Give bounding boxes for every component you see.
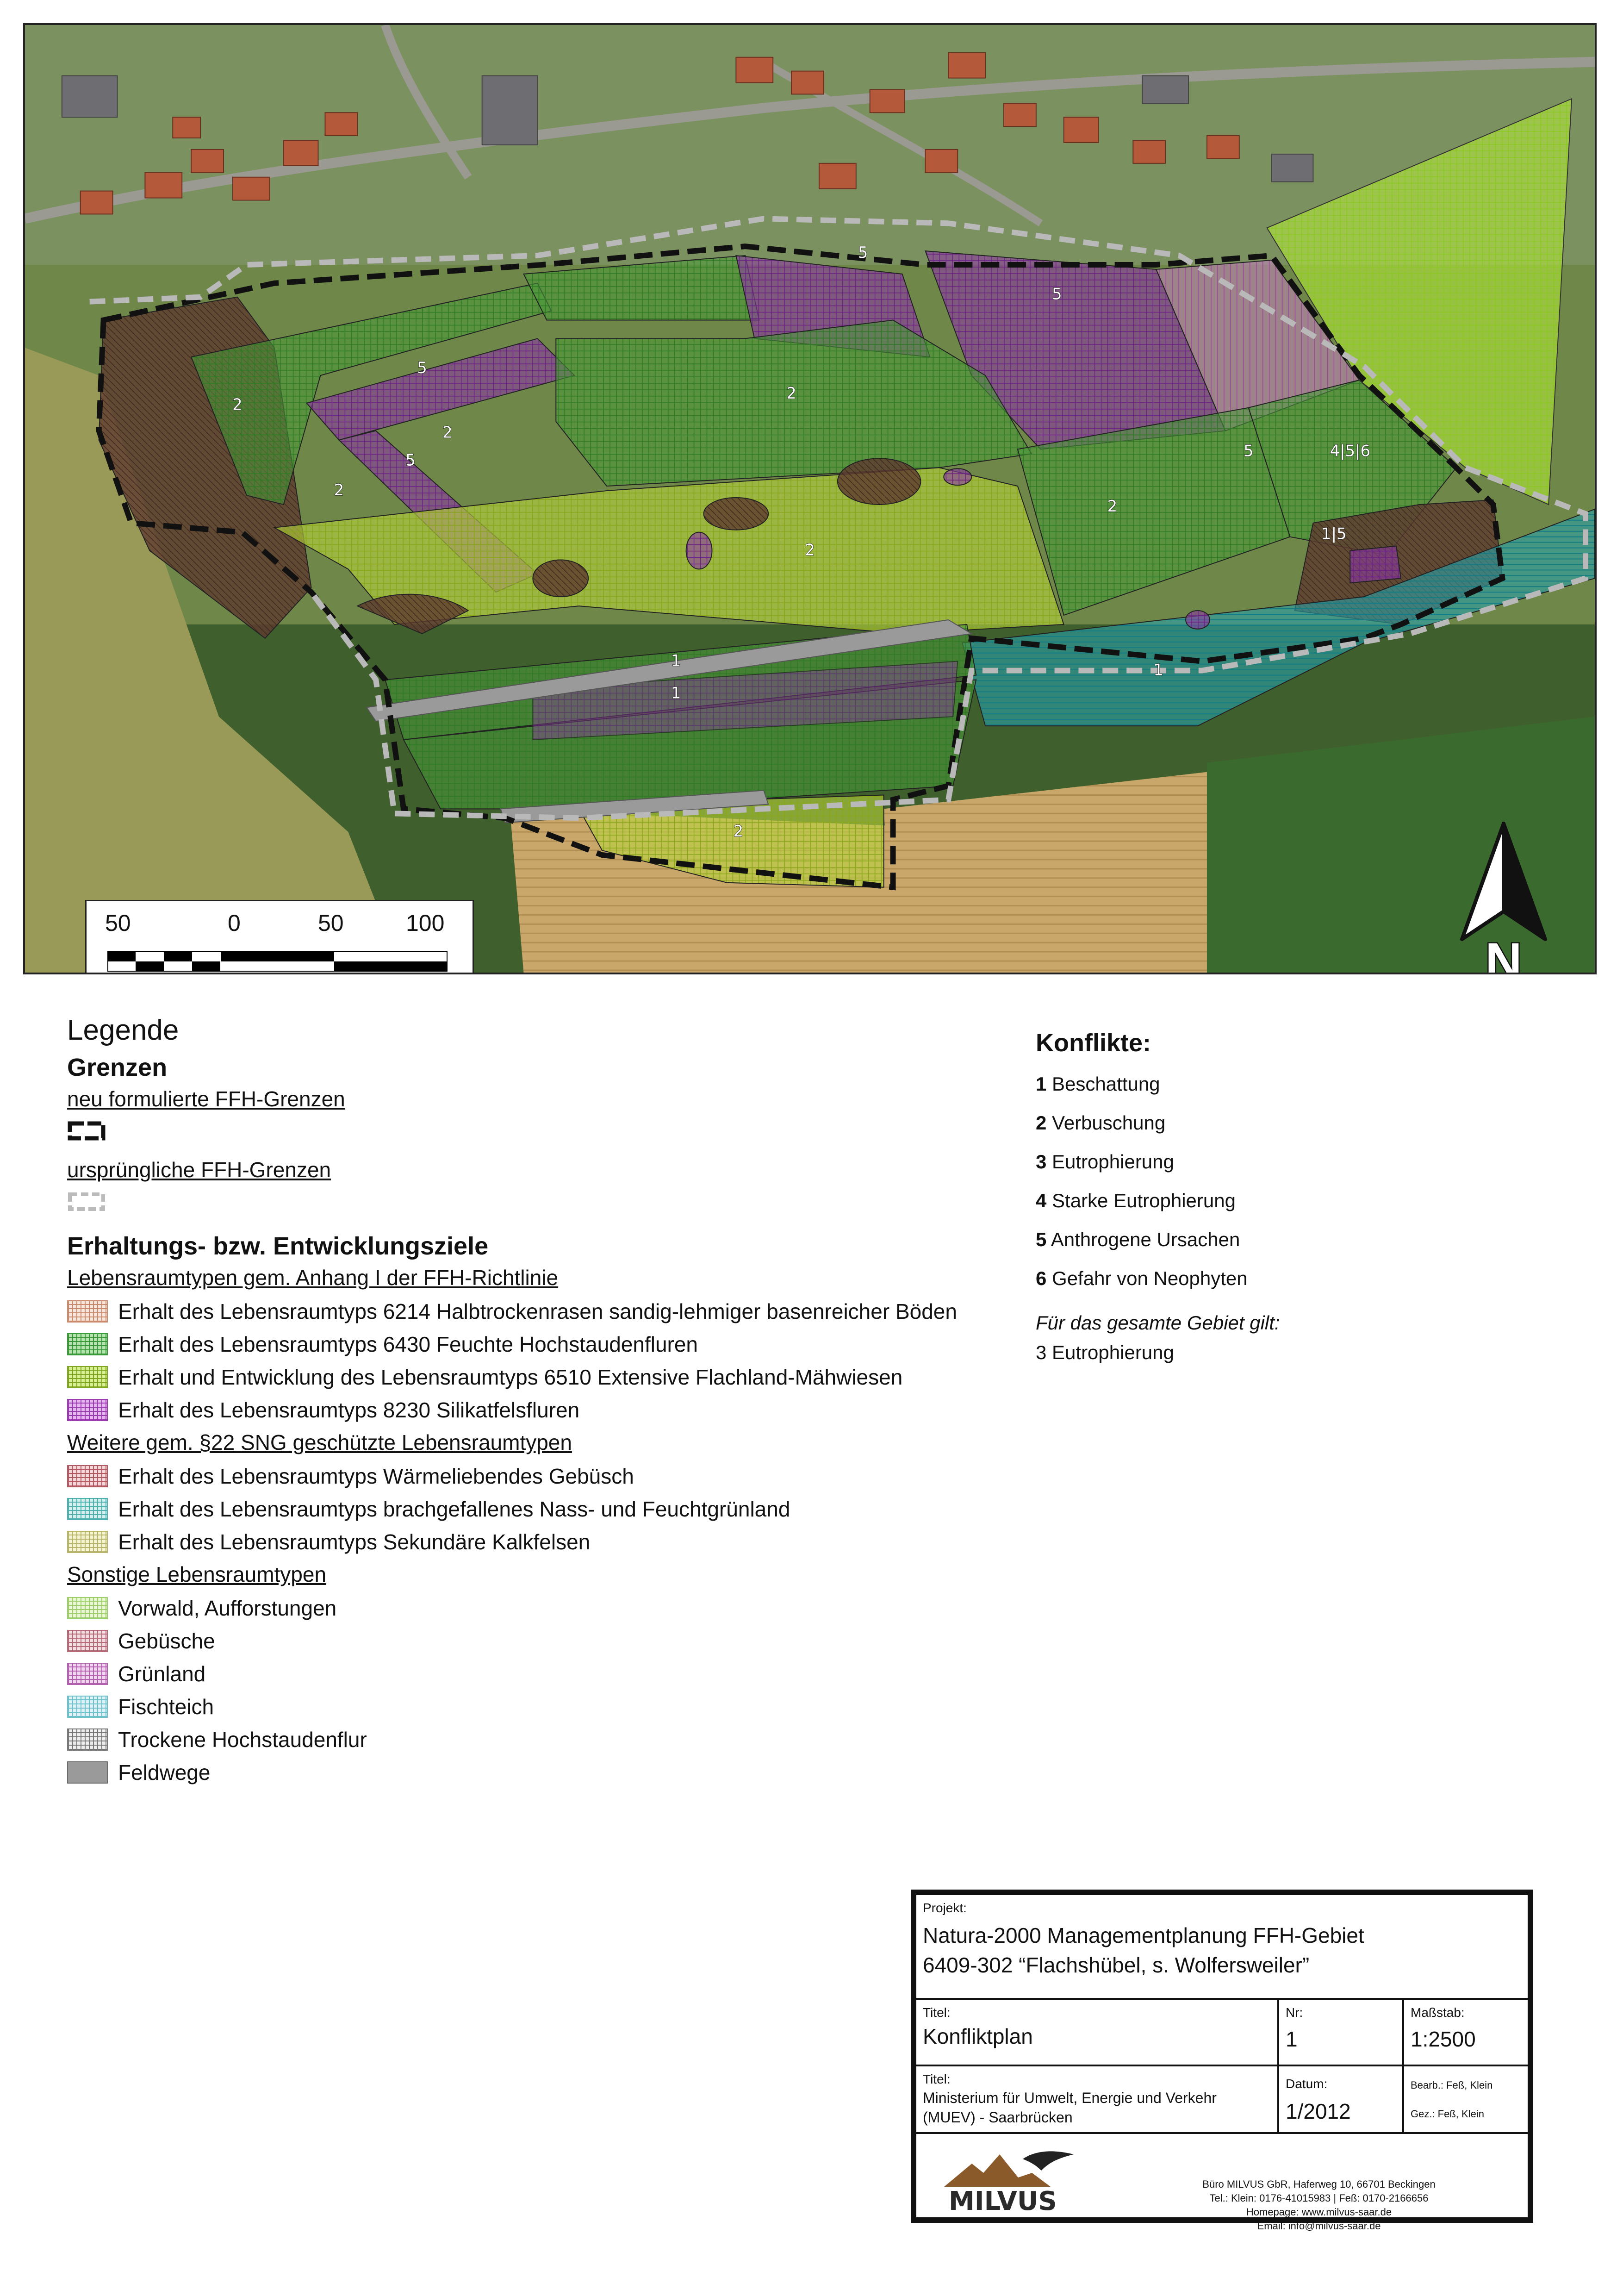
scale-track (107, 951, 448, 972)
scale-tick-label: 100 (406, 910, 445, 936)
konflikte-note: Für das gesamte Gebiet gilt: (1036, 1312, 1280, 1334)
legend-item (67, 1295, 1039, 1328)
legend-group-heading: Weitere gem. §22 SNG geschützte Lebensraumtypen (67, 1430, 572, 1454)
zone-label: 1|5 (1321, 524, 1347, 543)
konflikt-label: Beschattung (1052, 1073, 1160, 1095)
legend-swatch (67, 1333, 108, 1355)
legend-item (67, 1492, 1039, 1525)
konflikt-item (1036, 1220, 1452, 1259)
legend-item (67, 1624, 1039, 1657)
projekt-cell (916, 1895, 1528, 1998)
divider (916, 2132, 1528, 2134)
legend-swatch (67, 1761, 108, 1784)
titel-label: Titel: (923, 2005, 951, 2020)
map-frame (23, 23, 1597, 986)
konflikt-label: Starke Eutrophierung (1052, 1190, 1236, 1211)
north-label: N (1485, 933, 1522, 986)
legend-item-label: Erhalt des Lebensraumtyps Sekundäre Kalkfelsen (118, 1529, 591, 1554)
konflikt-number: 2 (1036, 1112, 1047, 1134)
konflikt-item (1036, 1065, 1452, 1104)
legend-item-label: Fischteich (118, 1694, 214, 1719)
bearbeiter-cell (1404, 2066, 1528, 2132)
legend-item-label: Erhalt des Lebensraumtyps 6430 Feuchte Hochstaudenfluren (118, 1332, 698, 1356)
nr-label: Nr: (1286, 2005, 1303, 2020)
konflikt-item (1036, 1259, 1452, 1298)
konflikt-number: 1 (1036, 1073, 1047, 1095)
legend-item (67, 1525, 1039, 1558)
konflikt-item (1036, 1181, 1452, 1220)
konflikt-item (1036, 1142, 1452, 1181)
projekt-line1: Natura-2000 Managementplanung FFH-Gebiet (923, 1923, 1364, 1947)
datum-value: 1/2012 (1286, 2099, 1351, 2123)
legend-heading-grenzen: Grenzen (67, 1054, 168, 1081)
legend-swatch (67, 1300, 108, 1323)
legend-title: Legende (67, 1014, 179, 1046)
legend-group-heading: Lebensraumtypen gem. Anhang I der FFH-Richtlinie (67, 1266, 559, 1290)
legend-item (67, 1690, 1039, 1723)
zone-label: 5 (417, 359, 427, 377)
zone-label: 5 (1051, 285, 1062, 303)
zone-label: 5 (405, 451, 416, 469)
scale-tick-label: 50 (105, 910, 131, 936)
konflikte-panel (1036, 1029, 1452, 1364)
titel-cell (916, 2000, 1277, 2065)
legend-swatch (67, 1696, 108, 1718)
auftraggeber-cell (916, 2066, 1277, 2132)
legend-item (67, 1591, 1039, 1624)
legend-item (67, 1328, 1039, 1360)
nr-cell (1279, 2000, 1399, 2065)
zone-label: 2 (786, 384, 796, 402)
legend-item (67, 1460, 1039, 1492)
konflikt-item (1036, 1104, 1452, 1142)
legend-item-label: Erhalt des Lebensraumtyps 8230 Silikatfelsfluren (118, 1398, 580, 1422)
zone-label: 2 (334, 481, 344, 499)
north-arrow-icon (1457, 819, 1550, 986)
boundary-original-swatch (67, 1192, 106, 1212)
konflikt-number: 3 (1036, 1151, 1047, 1173)
office-line: Tel.: Klein: 0176-41015983 | Feß: 0170-2166656 (1209, 2192, 1429, 2204)
scale-tick-label: 0 (228, 910, 241, 936)
legend-item-label: Grünland (118, 1661, 206, 1686)
aerial-map (25, 25, 1595, 986)
zeichner: Gez.: Feß, Klein (1411, 2108, 1484, 2120)
zone-label: 1 (671, 651, 681, 670)
konflikt-number: 5 (1036, 1229, 1047, 1250)
zone-label: 2 (733, 822, 744, 841)
legend-item-label: Erhalt des Lebensraumtyps Wärmeliebendes Gebüsch (118, 1464, 634, 1488)
legend-item-label: Erhalt und Entwicklung des Lebensraumtyps 6510 Extensive Flachland-Mähwiesen (118, 1365, 903, 1389)
bearbeiter: Bearb.: Feß, Klein (1411, 2079, 1493, 2091)
legend-swatch (67, 1399, 108, 1421)
legend-boundary-original-label: ursprüngliche FFH-Grenzen (67, 1158, 331, 1182)
legend-group-heading: Sonstige Lebensraumtypen (67, 1562, 327, 1586)
legend-swatch (67, 1498, 108, 1520)
massstab-value: 1:2500 (1411, 2027, 1476, 2051)
legend-item (67, 1360, 1039, 1393)
konflikt-label: Gefahr von Neophyten (1052, 1267, 1248, 1289)
konflikt-label: Eutrophierung (1052, 1151, 1174, 1173)
zone-label: 2 (805, 541, 815, 559)
scale-bar (85, 900, 474, 974)
konflikte-note-value: 3 Eutrophierung (1036, 1341, 1174, 1363)
zone-label: 2 (442, 423, 453, 442)
logo-text: MILVUS (949, 2186, 1057, 2215)
legend-swatch (67, 1597, 108, 1619)
legend-item-label: Erhalt des Lebensraumtyps brachgefallenes Nass- und Feuchtgrünland (118, 1497, 790, 1521)
legend-swatch (67, 1366, 108, 1388)
projekt-line2: 6409-302 “Flachshübel, s. Wolfersweiler” (923, 1953, 1310, 1977)
datum-label: Datum: (1286, 2077, 1328, 2091)
konflikt-label: Anthrogene Ursachen (1051, 1229, 1240, 1250)
konflikt-number: 4 (1036, 1190, 1047, 1211)
datum-cell (1279, 2066, 1399, 2132)
legend-item-label: Feldwege (118, 1760, 211, 1784)
zone-label: 2 (232, 395, 243, 414)
legend-swatch (67, 1465, 108, 1487)
title-block (911, 1890, 1533, 2232)
legend-item-label: Vorwald, Aufforstungen (118, 1596, 337, 1620)
legend-item (67, 1657, 1039, 1690)
zone-label: 1 (671, 684, 681, 702)
boundary-new-swatch (67, 1121, 106, 1141)
legend-item (67, 1393, 1039, 1426)
legend-item-label: Trockene Hochstaudenflur (118, 1727, 367, 1752)
office-line: Büro MILVUS GbR, Haferweg 10, 66701 Beckingen (1202, 2178, 1436, 2190)
auftraggeber-label: Titel: (923, 2072, 951, 2086)
legend-swatch (67, 1630, 108, 1652)
zone-label: 5 (858, 243, 868, 262)
legend-item-label: Erhalt des Lebensraumtyps 6214 Halbtrockenrasen sandig-lehmiger basenreicher Böden (118, 1299, 957, 1323)
legend-swatch (67, 1728, 108, 1751)
zone-label: 2 (1107, 497, 1118, 515)
legend (67, 1014, 1039, 1789)
titel-value: Konfliktplan (923, 2024, 1033, 2048)
zone-label: 4|5|6 (1330, 442, 1371, 460)
office-line: Email: info@milvus-saar.de (1257, 2220, 1381, 2232)
legend-item (67, 1756, 1039, 1789)
konflikt-label: Verbuschung (1052, 1112, 1166, 1134)
office-line: Homepage: www.milvus-saar.de (1246, 2206, 1392, 2218)
milvus-logo (939, 2145, 1078, 2215)
scale-tick-label: 50 (318, 910, 344, 936)
massstab-label: Maßstab: (1411, 2005, 1465, 2020)
legend-swatch (67, 1531, 108, 1553)
auftraggeber-line1: Ministerium für Umwelt, Energie und Verkehr (923, 2090, 1217, 2106)
legend-heading-ziele: Erhaltungs- bzw. Entwicklungsziele (67, 1232, 489, 1260)
massstab-cell (1404, 2000, 1528, 2065)
office-contact (1134, 2177, 1504, 2233)
konflikte-title: Konflikte: (1036, 1029, 1151, 1057)
nr-value: 1 (1286, 2027, 1298, 2051)
projekt-label: Projekt: (923, 1901, 967, 1915)
legend-swatch (67, 1663, 108, 1685)
konflikt-number: 6 (1036, 1267, 1047, 1289)
zone-label: 1 (1153, 661, 1164, 679)
legend-item (67, 1723, 1039, 1756)
auftraggeber-line2: (MUEV) - Saarbrücken (923, 2109, 1073, 2126)
zone-label: 5 (1243, 442, 1254, 460)
legend-item-label: Gebüsche (118, 1628, 215, 1653)
legend-boundary-new-label: neu formulierte FFH-Grenzen (67, 1087, 345, 1111)
